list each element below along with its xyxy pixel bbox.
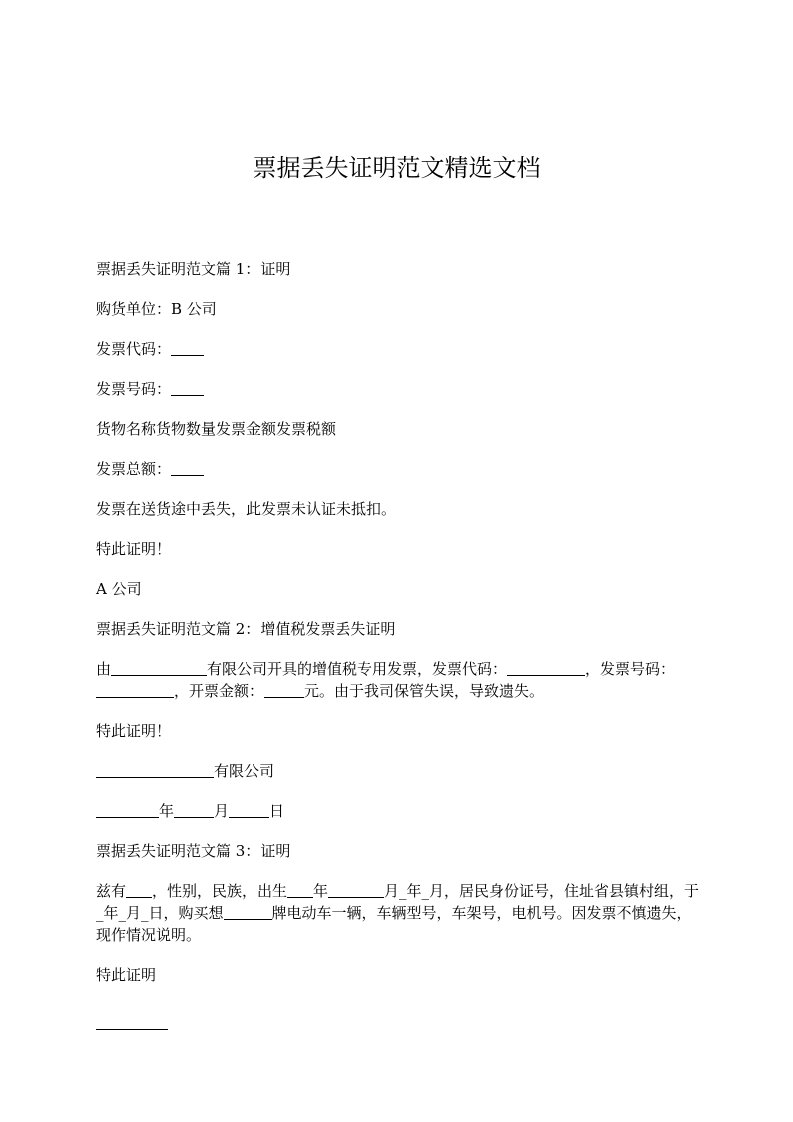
- amount-blank: [264, 682, 304, 698]
- company-name-blank: [96, 762, 214, 778]
- day-label: 日: [269, 802, 285, 820]
- buyer-line: 购货单位：B 公司: [96, 300, 217, 318]
- loss-statement: 发票在送货途中丢失，此发票未认证未抵扣。: [96, 500, 397, 518]
- text-segment: ，性别，民族，出生: [152, 882, 288, 900]
- invoice-number-blank: [96, 682, 174, 698]
- invoice-total-label: 发票总额：: [96, 460, 172, 478]
- company-suffix: 有限公司: [214, 762, 275, 780]
- text-segment: 年: [313, 882, 329, 900]
- signature-blank: [96, 1014, 168, 1030]
- text-segment: 月_年_月，居民身份证号，住址省县镇村组，于_年_月_日，购买想: [96, 882, 700, 922]
- birth-year-blank: [287, 882, 313, 898]
- name-blank: [126, 882, 152, 898]
- company-signature-line: [96, 760, 700, 782]
- year-blank: [96, 802, 159, 818]
- section2-heading: 票据丢失证明范文篇 2：增值税发票丢失证明: [96, 620, 396, 638]
- text-segment: ，发票号码：: [585, 660, 676, 678]
- invoice-code-blank: [507, 660, 585, 676]
- invoice-number-blank: [171, 380, 204, 396]
- brand-blank: [224, 904, 272, 920]
- date-line: [96, 800, 700, 822]
- month-label: 月: [214, 802, 230, 820]
- text-segment: 兹有: [96, 882, 127, 900]
- text-segment: 元。由于我司保管失误，导致遗失。: [304, 682, 545, 700]
- section2-paragraph: [96, 658, 700, 702]
- goods-line: 货物名称货物数量发票金额发票税额: [96, 420, 337, 438]
- certify-line-3: 特此证明: [96, 966, 157, 984]
- section3-paragraph: [96, 880, 700, 946]
- signature-line: [96, 1012, 700, 1034]
- document-body: [96, 258, 700, 1034]
- section3-heading: 票据丢失证明范文篇 3：证明: [96, 842, 291, 860]
- text-segment: 牌电动车一辆，车辆型号，车架号，电机号。因发票不慎遗失，现作情况说明。: [96, 904, 692, 944]
- month-blank: [174, 802, 214, 818]
- text-segment: 由: [96, 660, 112, 678]
- page-title: 票据丢失证明范文精选文档: [252, 154, 541, 183]
- invoice-number-label: 发票号码：: [96, 380, 172, 398]
- company-line-1: A 公司: [96, 580, 142, 598]
- day-blank: [229, 802, 269, 818]
- certify-line-2: 特此证明！: [96, 722, 172, 740]
- birth-month-blank: [328, 882, 384, 898]
- invoice-code-blank: [171, 340, 204, 356]
- year-label: 年: [159, 802, 175, 820]
- invoice-number-line: [96, 378, 700, 400]
- invoice-total-line: [96, 458, 700, 480]
- text-segment: ，开票金额：: [174, 682, 265, 700]
- section1-heading: 票据丢失证明范文篇 1：证明: [96, 260, 291, 278]
- invoice-code-line: [96, 338, 700, 360]
- invoice-total-blank: [171, 460, 204, 476]
- certify-line-1: 特此证明！: [96, 540, 172, 558]
- text-segment: 有限公司开具的增值税专用发票，发票代码：: [207, 660, 508, 678]
- invoice-code-label: 发票代码：: [96, 340, 172, 358]
- company-blank: [111, 660, 207, 676]
